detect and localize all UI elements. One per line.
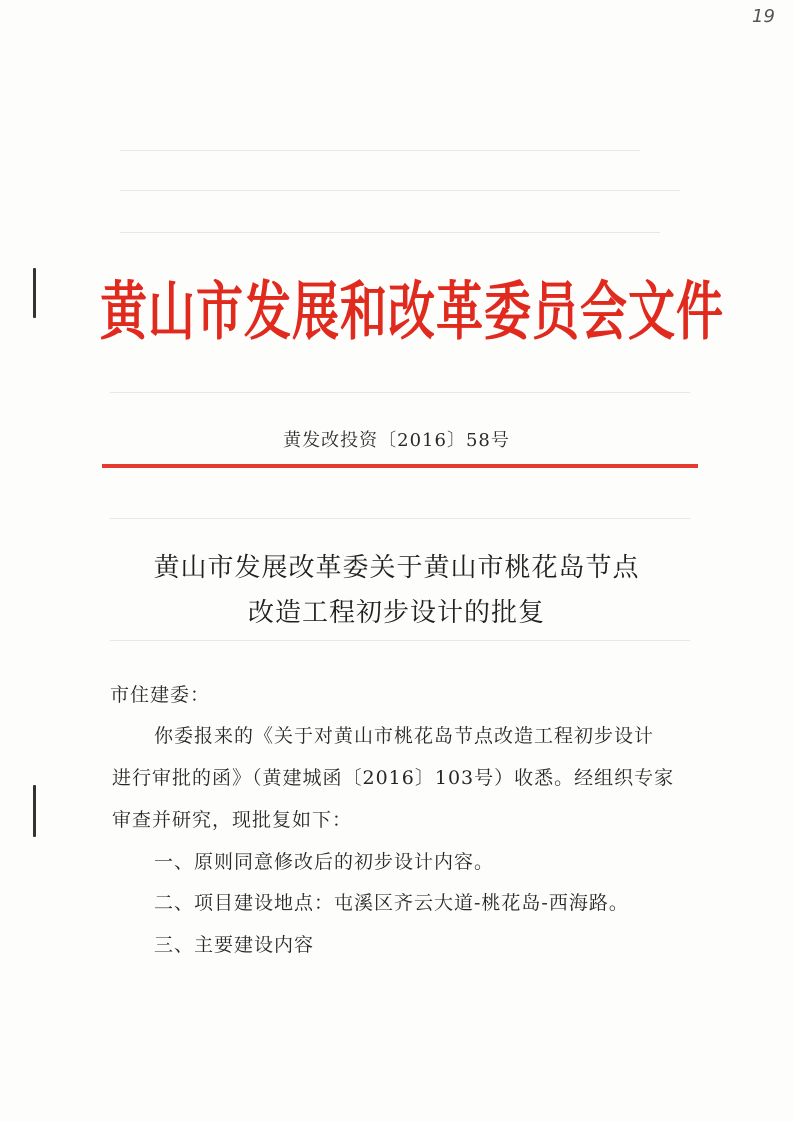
red-separator-rule [102,464,698,468]
show-through-line [110,392,690,393]
page-number: 19 [752,6,775,27]
list-item: 三、主要建设内容 [154,934,315,956]
document-title-line-1: 黄山市发展改革委关于黄山市桃花岛节点 [153,553,640,583]
paragraph-line: 审查并研究，现批复如下： [112,809,353,831]
list-item: 一、原则同意修改后的初步设计内容。 [154,851,495,873]
recipient: 市住建委： [110,684,211,706]
show-through-line [120,190,680,191]
document-number: 黄发改投资〔2016〕58号 [283,430,510,451]
show-through-line [120,150,640,151]
binding-mark [33,268,36,318]
list-item: 二、项目建设地点：屯溪区齐云大道-桃花岛-西海路。 [154,892,629,914]
paragraph-line: 进行审批的函》（黄建城函〔2016〕103号）收悉。经组织专家 [112,767,675,789]
show-through-line [110,640,690,641]
document-title-line-2: 改造工程初步设计的批复 [247,598,545,628]
show-through-line [120,232,660,233]
binding-mark [33,785,36,837]
agency-header: 黄山市发展和改革委员会文件 [100,275,724,350]
paragraph-line: 你委报来的《关于对黄山市桃花岛节点改造工程初步设计 [154,725,655,747]
show-through-line [110,518,690,519]
